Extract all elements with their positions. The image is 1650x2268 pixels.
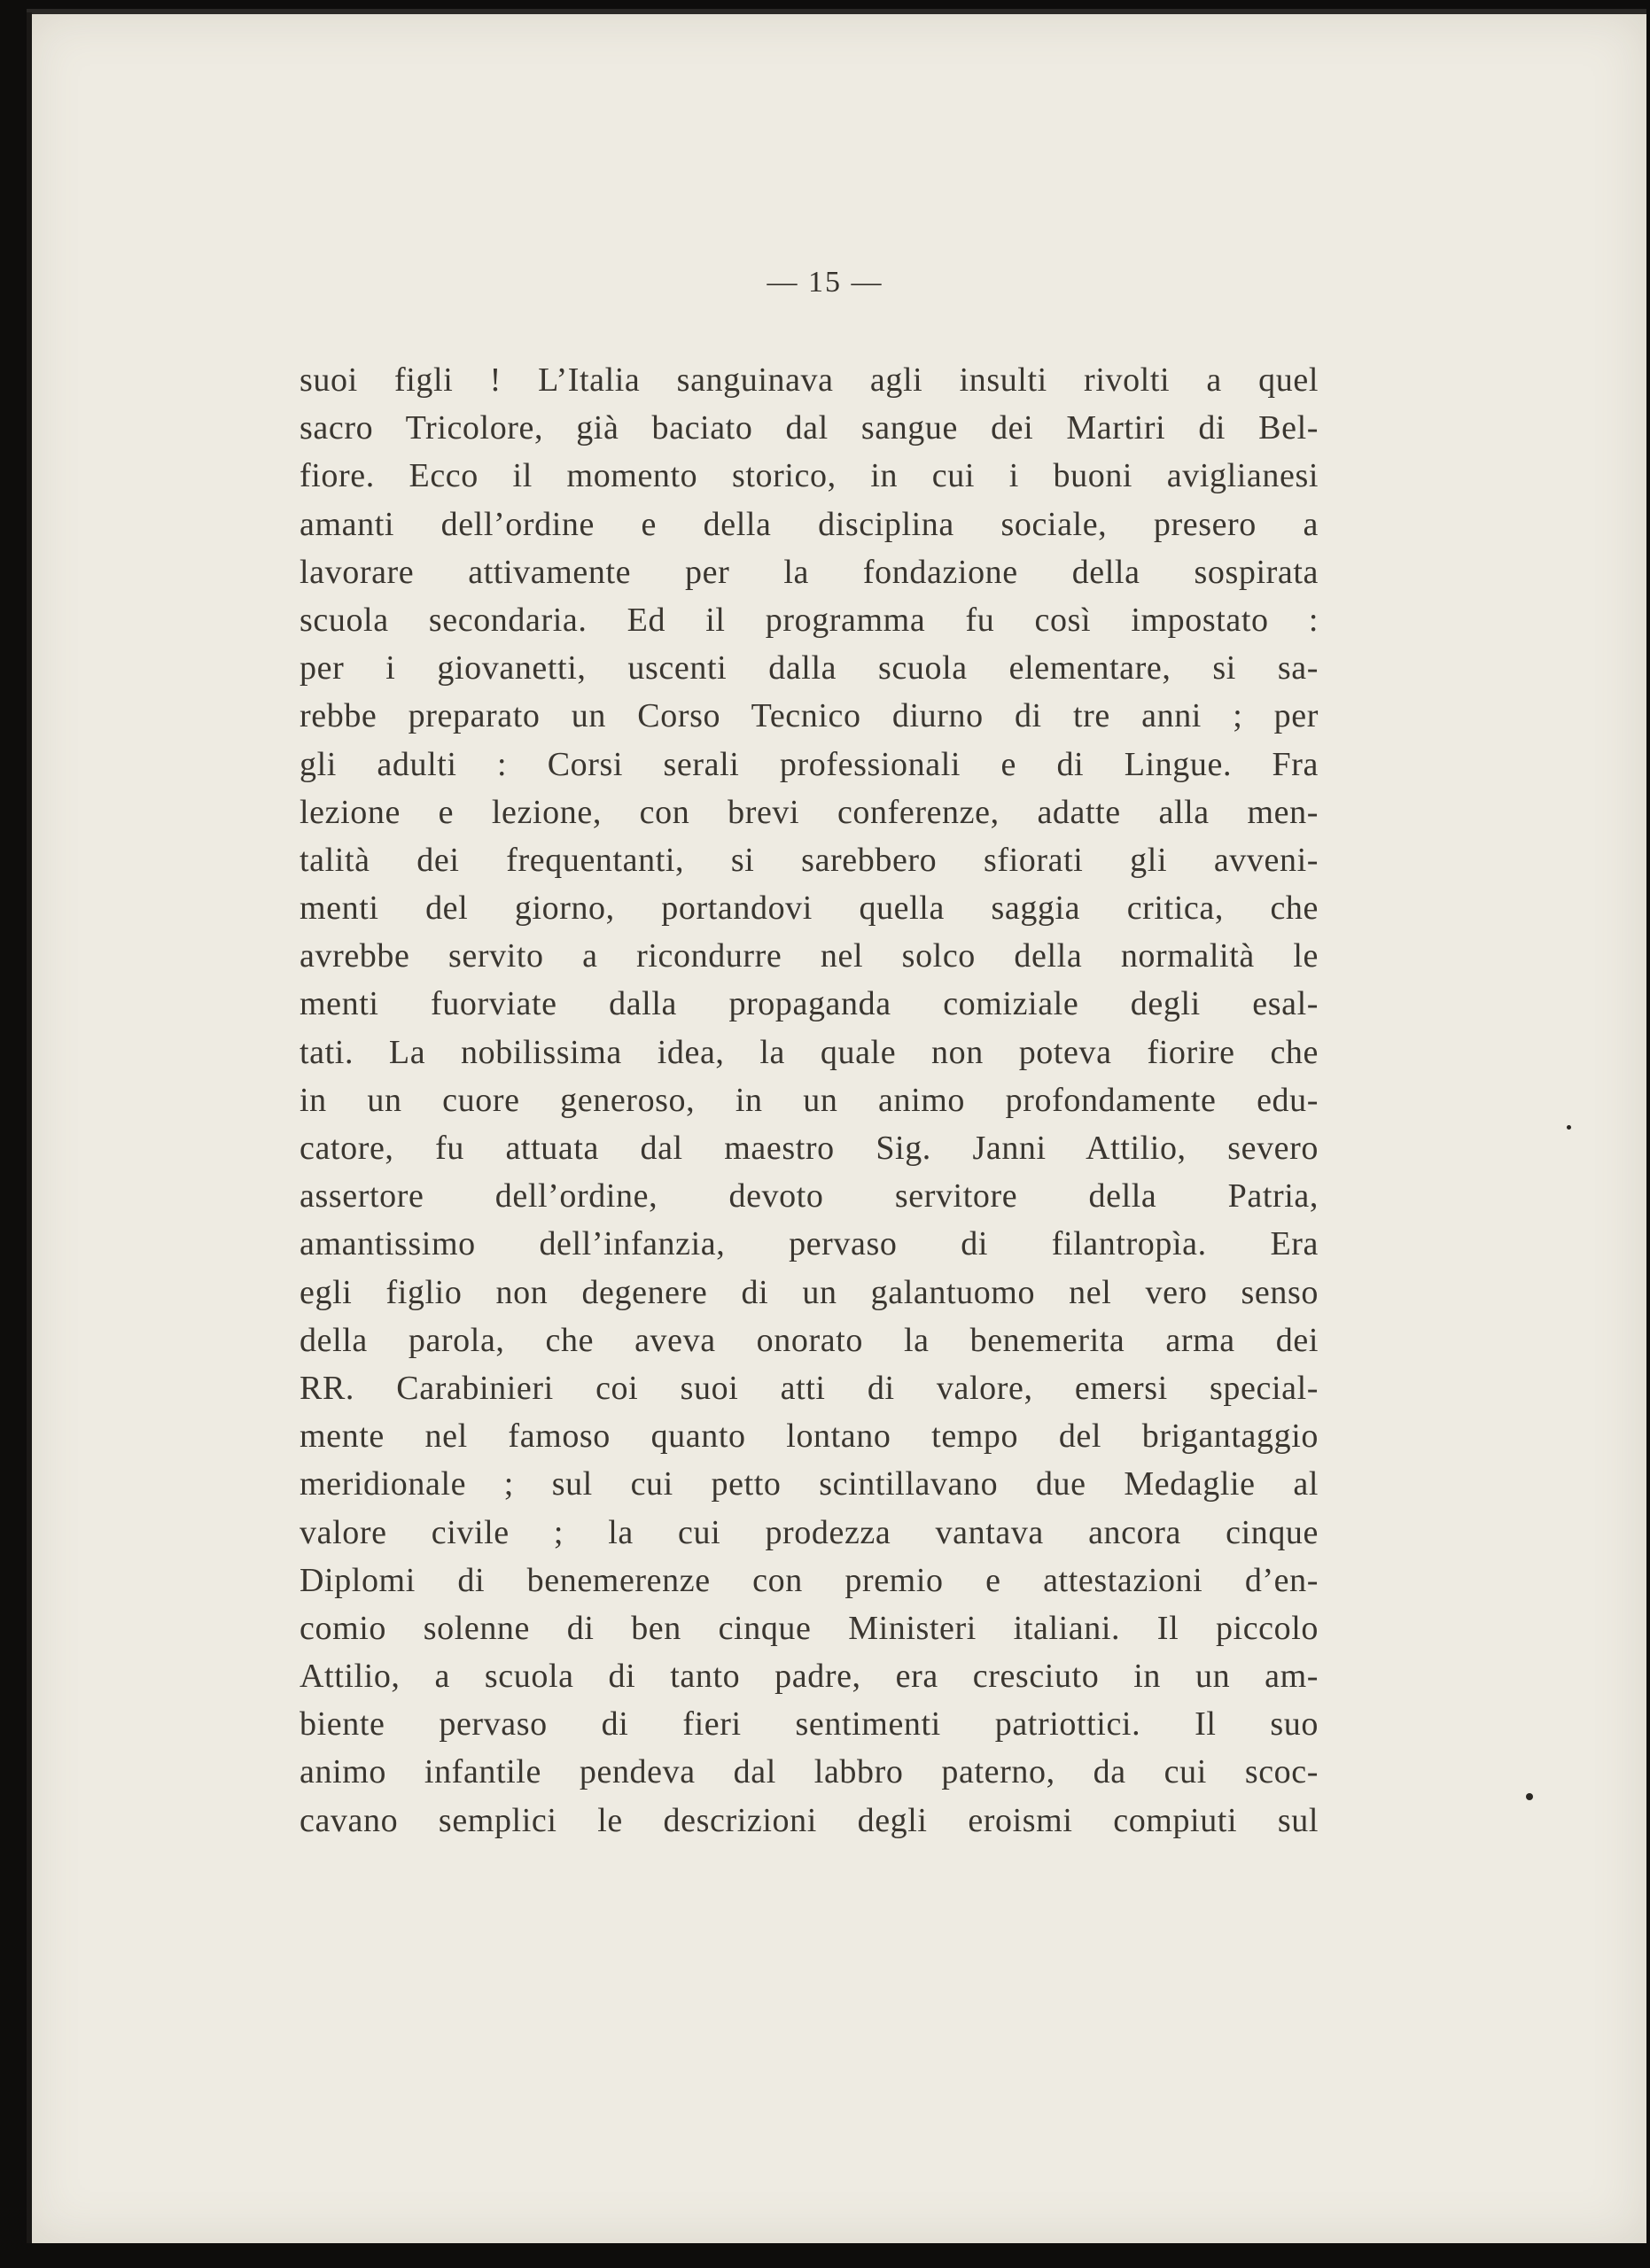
page-top-edge <box>27 9 1646 14</box>
text-line: Attilio, a scuola di tanto padre, era cresciuto in un am- <box>300 1658 1319 1696</box>
text-line: cavano semplici le descrizioni degli eroismi compiuti sul <box>300 1801 1319 1839</box>
text-line: amantissimo dell’infanzia, pervaso di filantropìa. Era <box>300 1225 1319 1263</box>
page-left-edge <box>27 12 32 2243</box>
text-line: tati. La nobilissima idea, la quale non poteva fiorire che <box>300 1033 1319 1071</box>
text-line: rebbe preparato un Corso Tecnico diurno di tre anni ; per <box>300 697 1319 735</box>
text-line: talità dei frequentanti, si sarebbero sfiorati gli avveni- <box>300 841 1319 879</box>
text-line: in un cuore generoso, in un animo profondamente edu- <box>300 1081 1319 1119</box>
text-line: egli figlio non degenere di un galantuomo nel vero senso <box>300 1273 1319 1311</box>
text-line: biente pervaso di fieri sentimenti patriottici. Il suo <box>300 1705 1319 1744</box>
text-line: suoi figli ! L’Italia sanguinava agli insulti rivolti a quel <box>300 361 1319 399</box>
text-line: scuola secondaria. Ed il programma fu così impostato : <box>300 601 1319 639</box>
print-speck <box>1567 1125 1571 1130</box>
text-line: lavorare attivamente per la fondazione della sospirata <box>300 553 1319 591</box>
print-speck <box>1526 1793 1533 1800</box>
text-line: catore, fu attuata dal maestro Sig. Janni Attilio, severo <box>300 1130 1319 1167</box>
text-line: menti del giorno, portandovi quella saggia critica, che <box>300 889 1319 928</box>
text-line: RR. Carabinieri coi suoi atti di valore, emersi special- <box>300 1369 1319 1407</box>
page-number: — 15 — <box>767 266 883 299</box>
text-line: della parola, che aveva onorato la benemerita arma dei <box>300 1321 1319 1359</box>
text-line: Diplomi di benemerenze con premio e attestazioni d’en- <box>300 1561 1319 1599</box>
text-line: assertore dell’ordine, devoto servitore della Patria, <box>300 1177 1319 1216</box>
body-text <box>300 356 1319 1845</box>
text-line: meridionale ; sul cui petto scintillavano due Medaglie al <box>300 1465 1319 1503</box>
text-line: avrebbe servito a ricondurre nel solco della normalità le <box>300 937 1319 975</box>
text-line: comio solenne di ben cinque Ministeri italiani. Il piccolo <box>300 1609 1319 1647</box>
text-line: gli adulti : Corsi serali professionali e di Lingue. Fra <box>300 745 1319 783</box>
text-line: valore civile ; la cui prodezza vantava ancora cinque <box>300 1513 1319 1551</box>
text-line: sacro Tricolore, già baciato dal sangue dei Martiri di Bel- <box>300 409 1319 447</box>
text-line: amanti dell’ordine e della disciplina sociale, presero a <box>300 505 1319 543</box>
text-line: menti fuorviate dalla propaganda comiziale degli esal- <box>300 985 1319 1023</box>
text-line: mente nel famoso quanto lontano tempo del brigantaggio <box>300 1418 1319 1456</box>
text-line: fiore. Ecco il momento storico, in cui i buoni aviglianesi <box>300 457 1319 495</box>
text-line: per i giovanetti, uscenti dalla scuola elementare, si sa- <box>300 649 1319 687</box>
text-line: lezione e lezione, con brevi conferenze, adatte alla men- <box>300 793 1319 831</box>
text-line: animo infantile pendeva dal labbro paterno, da cui scoc- <box>300 1753 1319 1791</box>
